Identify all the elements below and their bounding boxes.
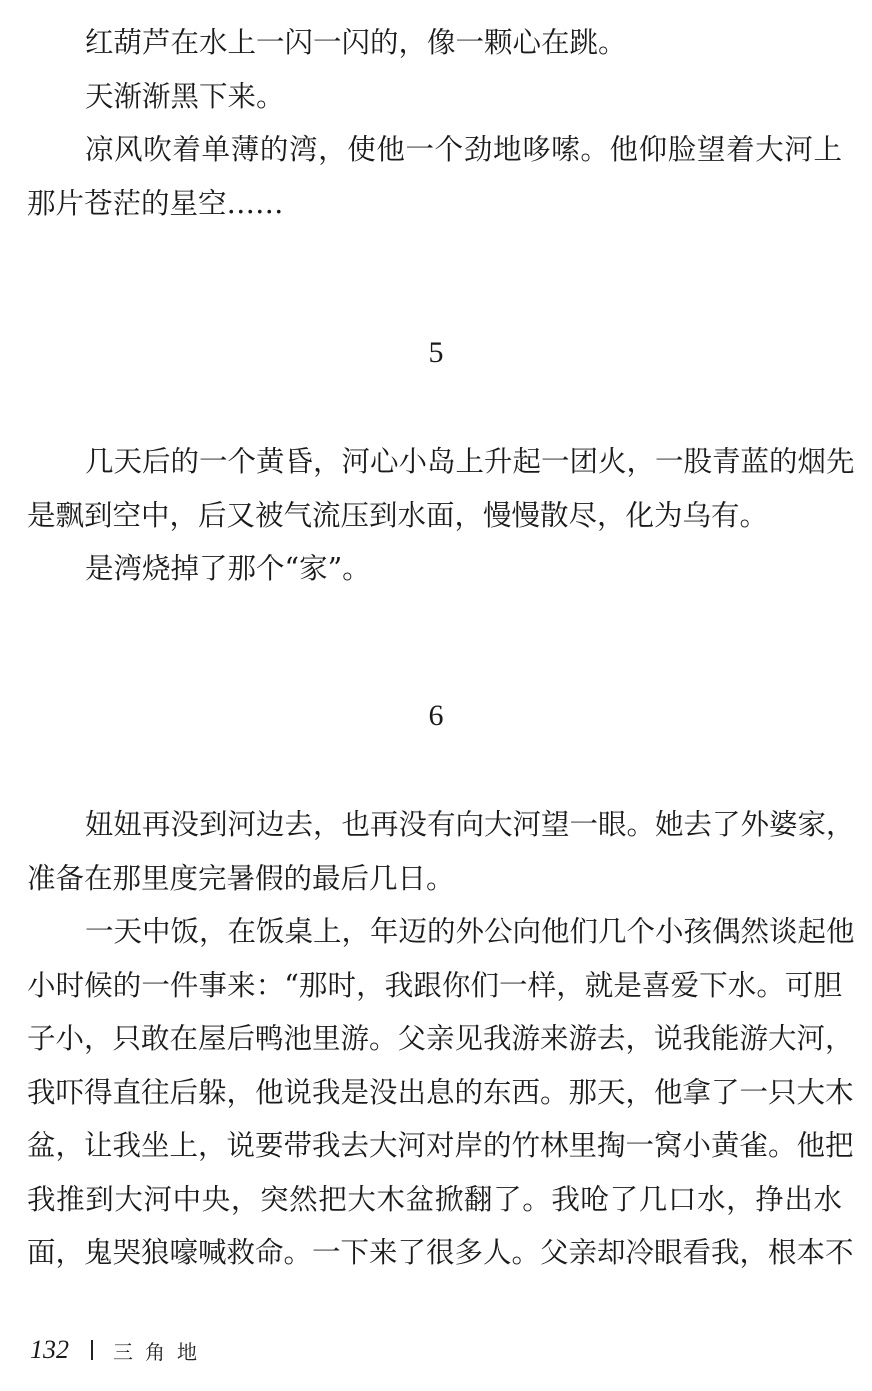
text-line: 面，鬼哭狼嚎喊救命。一下来了很多人。父亲却冷眼看我，根本不 <box>27 1236 854 1269</box>
text-line: 子小，只敢在屋后鸭池里游。父亲见我游来游去，说我能游大河， <box>27 1022 854 1055</box>
text-line: 盆，让我坐上，说要带我去大河对岸的竹林里掏一窝小黄雀。他把 <box>27 1129 854 1162</box>
page-footer <box>30 1330 209 1370</box>
text-line: 我吓得直往后躲，他说我是没出息的东西。那天，他拿了一只大木 <box>27 1075 854 1109</box>
text-line: 是湾烧掉了那个“家”。 <box>85 552 371 585</box>
section-heading-6: 6 <box>428 699 444 732</box>
footer-divider <box>91 1340 93 1360</box>
text-line: 小时候的一件事来：“那时，我跟你们一样，就是喜爱下水。可胆 <box>27 968 842 1002</box>
text-line: 妞妞再没到河边去，也再没有向大河望一眼。她去了外婆家， <box>85 808 855 841</box>
book-title: 三角地 <box>113 1339 209 1364</box>
text-line: 几天后的一个黄昏，河心小岛上升起一团火，一股青蓝的烟先 <box>85 445 855 478</box>
text-line: 是飘到空中，后又被气流压到水面，慢慢散尽，化为乌有。 <box>27 498 769 532</box>
page-number: 132 <box>30 1335 69 1364</box>
text-line: 一天中饭，在饭桌上，年迈的外公向他们几个小孩偶然谈起他 <box>85 915 855 948</box>
text-line: 我推到大河中央，突然把大木盆掀翻了。我呛了几口水，挣出水 <box>27 1182 842 1216</box>
section-heading-5: 5 <box>428 336 444 369</box>
text-line: 天渐渐黑下来。 <box>85 79 285 113</box>
text-line: 准备在那里度完暑假的最后几日。 <box>27 861 455 895</box>
section-5-text <box>27 435 855 596</box>
section-6-text <box>27 798 855 1280</box>
text-line: 凉风吹着单薄的湾，使他一个劲地哆嗦。他仰脸望着大河上 <box>85 133 842 166</box>
section-1-text <box>27 16 842 230</box>
text-line: 那片苍茫的星空…… <box>27 186 284 220</box>
text-line: 红葫芦在水上一闪一闪的，像一颗心在跳。 <box>85 26 627 59</box>
